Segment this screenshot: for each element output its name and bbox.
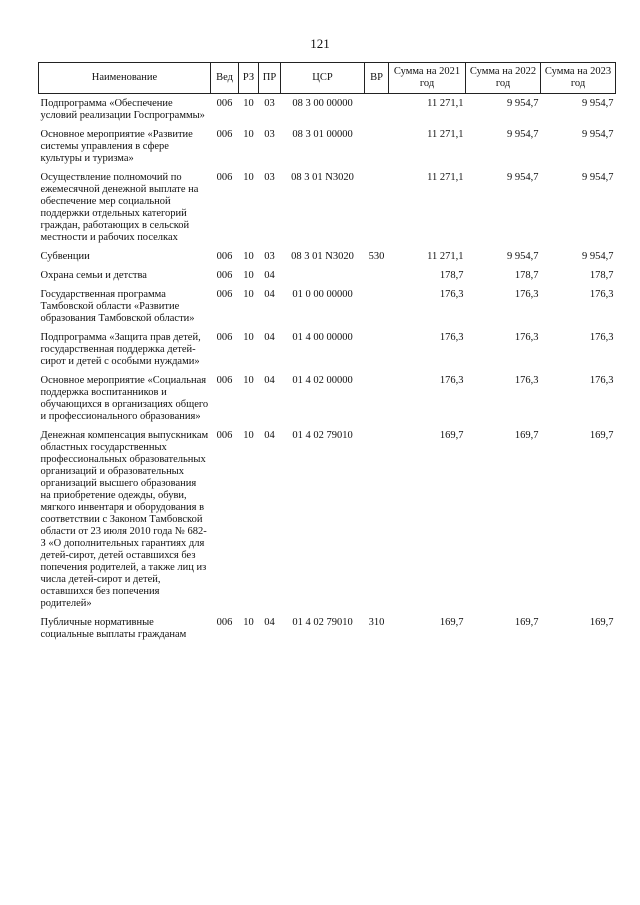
cell-sum-2022: 176,3: [514, 375, 539, 386]
cell-pr: 03: [264, 172, 275, 183]
header-rz: РЗ: [239, 63, 259, 94]
table-row: [39, 371, 616, 426]
cell-rz: 10: [243, 129, 254, 140]
cell-rz: 10: [243, 172, 254, 183]
cell-ved: 006: [216, 375, 233, 386]
cell-rz: 10: [243, 289, 254, 300]
table-row: [39, 613, 616, 644]
cell-sum-2021: 178,7: [439, 270, 464, 281]
table-row: [39, 125, 616, 168]
cell-sum-2022: 9 954,7: [507, 129, 539, 140]
header-sum-2022: Сумма на 2022 год: [466, 63, 541, 94]
cell-vr: 310: [368, 617, 385, 628]
cell-pr: 04: [264, 332, 275, 343]
cell-csr: 08 3 01 N3020: [291, 251, 354, 262]
cell-sum-2023: 176,3: [589, 375, 614, 386]
cell-sum-2023: 176,3: [589, 332, 614, 343]
cell-ved: 006: [216, 98, 233, 109]
cell-csr: 01 4 02 79010: [292, 617, 353, 628]
cell-sum-2022: 9 954,7: [507, 172, 539, 183]
cell-sum-2022: 9 954,7: [507, 98, 539, 109]
cell-rz: 10: [243, 430, 254, 441]
header-vr: ВР: [365, 63, 389, 94]
cell-rz: 10: [243, 98, 254, 109]
cell-ved: 006: [216, 332, 233, 343]
header-pr: ПР: [259, 63, 281, 94]
cell-vr: [365, 285, 389, 328]
cell-sum-2021: 11 271,1: [427, 129, 464, 140]
cell-vr: [365, 168, 389, 247]
cell-name: Публичные нормативные социальные выплаты гражданам: [40, 617, 187, 640]
cell-sum-2023: 169,7: [589, 617, 614, 628]
cell-sum-2023: 9 954,7: [582, 172, 614, 183]
cell-sum-2021: 11 271,1: [427, 251, 464, 262]
cell-ved: 006: [216, 129, 233, 140]
cell-vr: [365, 426, 389, 613]
header-ved: Вед: [211, 63, 239, 94]
cell-name: Субвенции: [40, 251, 90, 262]
cell-name: Охрана семьи и детства: [40, 270, 147, 281]
cell-name: Осуществление полномочий по ежемесячной денежной выплате на обеспечение мер социальной поддержки отдельных категорий граждан, работающих в сельской местности и рабочих поселках: [40, 172, 199, 243]
table-body: [39, 94, 616, 645]
cell-sum-2023: 176,3: [589, 289, 614, 300]
cell-csr: 01 4 02 79010: [292, 430, 353, 441]
header-name: Наименование: [39, 63, 211, 94]
cell-csr: 01 4 02 00000: [292, 375, 353, 386]
cell-vr: 530: [368, 251, 385, 262]
cell-pr: 03: [264, 98, 275, 109]
cell-ved: 006: [216, 617, 233, 628]
cell-ved: 006: [216, 270, 233, 281]
cell-csr: 08 3 01 N3020: [291, 172, 354, 183]
cell-csr: 08 3 00 00000: [292, 98, 353, 109]
table-header: [39, 63, 616, 94]
cell-rz: 10: [243, 332, 254, 343]
cell-csr: [281, 266, 365, 285]
cell-name: Основное мероприятие «Социальная поддержка воспитанников и обучающихся в организациях общего и профессионального образования»: [40, 375, 209, 422]
cell-pr: 04: [264, 375, 275, 386]
table-row: [39, 285, 616, 328]
cell-name: Денежная компенсация выпускникам областных государственных профессиональных образовательных организаций и образовательных организаций высшего образования на приобретение одежды, обуви, мягкого инвентаря и оборудования в соответствии с Законом Тамбовской области от 23 июля 2010 года № 682-З «О дополнительных гарантиях для детей-сирот, детей оставшихся без попечения родителей, а также лиц из числа детей-сирот и детей, оставшихся без попечения родителей»: [40, 430, 209, 609]
cell-vr: [365, 266, 389, 285]
cell-sum-2021: 169,7: [439, 430, 464, 441]
cell-ved: 006: [216, 172, 233, 183]
cell-sum-2022: 169,7: [514, 430, 539, 441]
cell-name: Основное мероприятие «Развитие системы управления в сфере культуры и туризма»: [40, 129, 193, 164]
cell-sum-2023: 9 954,7: [582, 98, 614, 109]
table-row: [39, 94, 616, 126]
cell-csr: 08 3 01 00000: [292, 129, 353, 140]
table-row: [39, 168, 616, 247]
cell-name: Подпрограмма «Защита прав детей, государственная поддержка детей-сирот и детей с особыми нуждами»: [40, 332, 201, 367]
cell-rz: 10: [243, 270, 254, 281]
table-row: [39, 328, 616, 371]
cell-rz: 10: [243, 617, 254, 628]
table-row: [39, 247, 616, 266]
header-sum-2021: Сумма на 2021 год: [389, 63, 466, 94]
table-row: [39, 426, 616, 613]
cell-vr: [365, 328, 389, 371]
cell-vr: [365, 94, 389, 126]
cell-csr: 01 4 00 00000: [292, 332, 353, 343]
cell-sum-2021: 11 271,1: [427, 172, 464, 183]
cell-pr: 04: [264, 617, 275, 628]
budget-table: [38, 62, 616, 644]
cell-pr: 03: [264, 129, 275, 140]
cell-csr: 01 0 00 00000: [292, 289, 353, 300]
cell-vr: [365, 125, 389, 168]
page-number: 121: [310, 36, 330, 51]
cell-pr: 04: [264, 430, 275, 441]
cell-sum-2023: 9 954,7: [582, 251, 614, 262]
cell-sum-2021: 176,3: [439, 332, 464, 343]
cell-ved: 006: [216, 289, 233, 300]
cell-pr: 04: [264, 289, 275, 300]
cell-sum-2021: 176,3: [439, 289, 464, 300]
cell-vr: [365, 371, 389, 426]
cell-sum-2022: 169,7: [514, 617, 539, 628]
cell-sum-2022: 178,7: [514, 270, 539, 281]
header-csr: ЦСР: [281, 63, 365, 94]
cell-sum-2021: 11 271,1: [427, 98, 464, 109]
cell-pr: 04: [264, 270, 275, 281]
cell-name: Подпрограмма «Обеспечение условий реализации Госпрограммы»: [40, 98, 205, 121]
cell-ved: 006: [216, 251, 233, 262]
cell-pr: 03: [264, 251, 275, 262]
cell-sum-2021: 176,3: [439, 375, 464, 386]
table-row: [39, 266, 616, 285]
cell-sum-2022: 176,3: [514, 332, 539, 343]
cell-sum-2022: 9 954,7: [507, 251, 539, 262]
cell-sum-2023: 9 954,7: [582, 129, 614, 140]
cell-rz: 10: [243, 375, 254, 386]
cell-name: Государственная программа Тамбовской области «Развитие образования Тамбовской области»: [40, 289, 195, 324]
cell-rz: 10: [243, 251, 254, 262]
cell-sum-2023: 178,7: [589, 270, 614, 281]
cell-sum-2022: 176,3: [514, 289, 539, 300]
cell-sum-2023: 169,7: [589, 430, 614, 441]
cell-ved: 006: [216, 430, 233, 441]
header-sum-2023: Сумма на 2023 год: [541, 63, 616, 94]
cell-sum-2021: 169,7: [439, 617, 464, 628]
